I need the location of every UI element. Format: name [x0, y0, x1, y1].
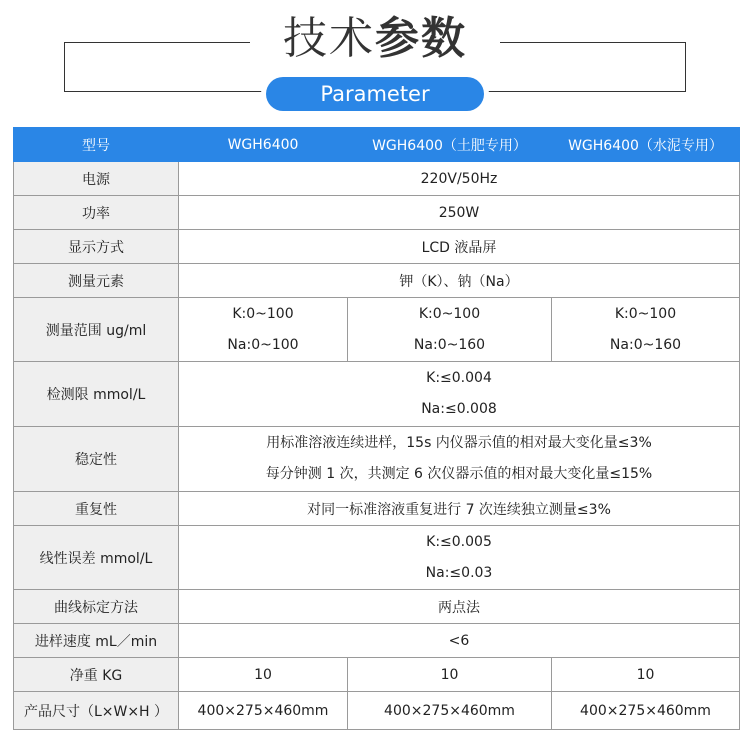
range-k: K:0~100 [614, 305, 677, 322]
title-bold: 参数 [375, 13, 467, 64]
range-cell [552, 298, 740, 362]
header-cell-wgh6400: WGH6400 [179, 128, 348, 162]
row-label: 显示方式 [14, 230, 179, 264]
table-row [14, 427, 740, 492]
row-value: 10 [348, 658, 552, 692]
page-title [250, 0, 500, 78]
table-row [14, 590, 740, 624]
header-cell-cement: WGH6400（水泥专用） [552, 128, 740, 162]
row-label: 功率 [14, 196, 179, 230]
value-line: K:≤0.004 [426, 370, 492, 386]
row-label: 曲线标定方法 [14, 590, 179, 624]
title-wrap [250, 0, 500, 80]
table-row [14, 298, 740, 362]
row-value: 400×275×460mm [179, 692, 348, 730]
range-k: K:0~100 [232, 305, 294, 322]
value-line: 用标准溶液连续进样，15s 内仪器示值的相对最大变化量≤3% [266, 435, 652, 451]
header-cell-soil: WGH6400（土肥专用） [348, 128, 552, 162]
row-value: 10 [179, 658, 348, 692]
page-header [0, 0, 750, 120]
value-line: Na:≤0.03 [425, 564, 493, 581]
range-cell [179, 298, 348, 362]
table-row [14, 526, 740, 590]
row-label: 测量元素 [14, 264, 179, 298]
table-header-row [14, 128, 740, 162]
table-row [14, 162, 740, 196]
range-k: K:0~100 [418, 305, 481, 322]
row-value: 10 [552, 658, 740, 692]
row-label: 稳定性 [14, 427, 179, 492]
row-label: 进样速度 mL／min [14, 624, 179, 658]
row-value: 两点法 [179, 590, 740, 624]
row-value: LCD 液晶屏 [179, 230, 740, 264]
table-row [14, 492, 740, 526]
range-na: Na:0~160 [609, 336, 682, 353]
row-value: 钾（K）、钠（Na） [179, 264, 740, 298]
value-line: 每分钟测 1 次，共测定 6 次仪器示值的相对最大变化量≤15% [265, 466, 653, 482]
row-value [179, 362, 740, 427]
range-na: Na:0~100 [227, 336, 299, 353]
table-row [14, 658, 740, 692]
table-row [14, 362, 740, 427]
header-cell-model: 型号 [14, 128, 179, 162]
row-label: 线性误差 mmol/L [14, 526, 179, 590]
title-thin: 技术 [283, 13, 375, 64]
table-row [14, 264, 740, 298]
row-label: 产品尺寸（L×W×H ） [14, 692, 179, 730]
row-label: 净重 KG [14, 658, 179, 692]
row-label: 重复性 [14, 492, 179, 526]
row-value: 对同一标准溶液重复进行 7 次连续独立测量≤3% [179, 492, 740, 526]
row-label: 检测限 mmol/L [14, 362, 179, 427]
row-value: 250W [179, 196, 740, 230]
range-na: Na:0~160 [413, 336, 486, 353]
row-value [179, 526, 740, 590]
table-row [14, 196, 740, 230]
range-cell [348, 298, 552, 362]
value-line: K:≤0.005 [426, 533, 492, 550]
spec-table [13, 127, 740, 730]
table-row [14, 230, 740, 264]
row-value [179, 427, 740, 492]
row-value: 400×275×460mm [348, 692, 552, 730]
value-line: Na:≤0.008 [421, 401, 497, 417]
table-row [14, 624, 740, 658]
row-value: 400×275×460mm [552, 692, 740, 730]
row-value: <6 [179, 624, 740, 658]
row-label: 电源 [14, 162, 179, 196]
row-label: 测量范围 ug/ml [14, 298, 179, 362]
row-value: 220V/50Hz [179, 162, 740, 196]
table-row [14, 692, 740, 730]
subtitle-badge: Parameter [266, 77, 484, 111]
